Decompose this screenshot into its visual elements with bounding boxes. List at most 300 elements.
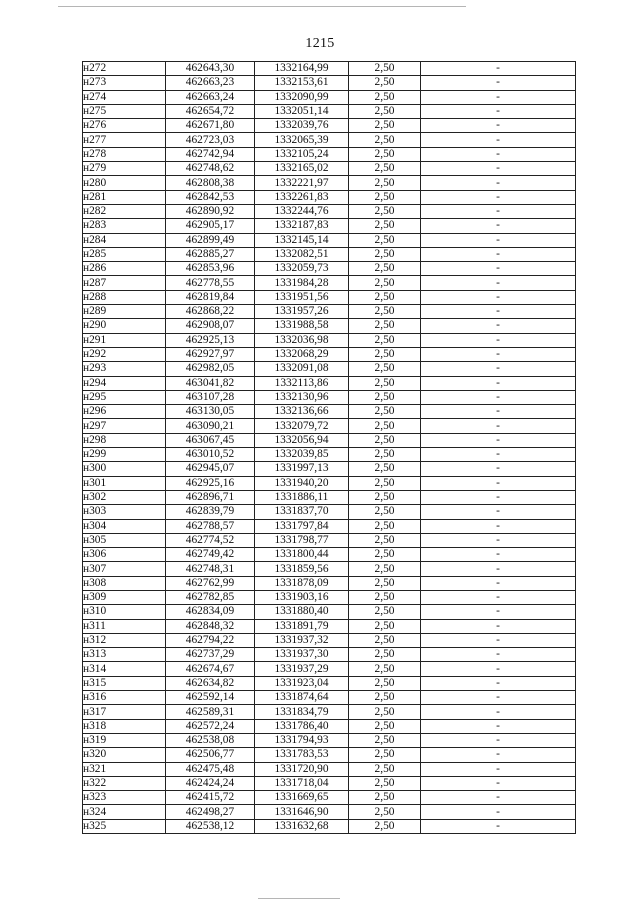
y-coordinate-cell: 1331646,90 [255,805,349,819]
table-row [83,376,576,390]
method-cell: - [421,204,576,218]
point-name-cell: н316 [83,691,166,705]
y-coordinate-cell: 1331880,40 [255,605,349,619]
point-name-cell: н315 [83,676,166,690]
method-cell: - [421,376,576,390]
point-name-cell: н274 [83,90,166,104]
table-row [83,633,576,647]
point-name-cell: н324 [83,805,166,819]
accuracy-cell: 2,50 [349,305,421,319]
method-cell: - [421,462,576,476]
accuracy-cell: 2,50 [349,448,421,462]
y-coordinate-cell: 1331800,44 [255,548,349,562]
point-name-cell: н298 [83,433,166,447]
accuracy-cell: 2,50 [349,648,421,662]
method-cell: - [421,247,576,261]
x-coordinate-cell: 462839,79 [166,505,255,519]
table-row [83,562,576,576]
y-coordinate-cell: 1331891,79 [255,619,349,633]
accuracy-cell: 2,50 [349,748,421,762]
table-row [83,648,576,662]
y-coordinate-cell: 1331937,29 [255,662,349,676]
table-row [83,805,576,819]
top-rule [58,6,466,7]
point-name-cell: н281 [83,190,166,204]
accuracy-cell: 2,50 [349,204,421,218]
point-name-cell: н286 [83,262,166,276]
y-coordinate-cell: 1332221,97 [255,176,349,190]
method-cell: - [421,290,576,304]
point-name-cell: н297 [83,419,166,433]
x-coordinate-cell: 462808,38 [166,176,255,190]
x-coordinate-cell: 462674,67 [166,662,255,676]
y-coordinate-cell: 1331669,65 [255,791,349,805]
accuracy-cell: 2,50 [349,147,421,161]
x-coordinate-cell: 462925,16 [166,476,255,490]
point-name-cell: н280 [83,176,166,190]
x-coordinate-cell: 462424,24 [166,776,255,790]
x-coordinate-cell: 462415,72 [166,791,255,805]
accuracy-cell: 2,50 [349,319,421,333]
method-cell: - [421,333,576,347]
y-coordinate-cell: 1331937,32 [255,633,349,647]
point-name-cell: н319 [83,733,166,747]
x-coordinate-cell: 462762,99 [166,576,255,590]
accuracy-cell: 2,50 [349,519,421,533]
point-name-cell: н295 [83,390,166,404]
accuracy-cell: 2,50 [349,576,421,590]
table-row [83,719,576,733]
y-coordinate-cell: 1332039,76 [255,119,349,133]
table-row [83,776,576,790]
accuracy-cell: 2,50 [349,233,421,247]
point-name-cell: н301 [83,476,166,490]
x-coordinate-cell: 462592,14 [166,691,255,705]
x-coordinate-cell: 462634,82 [166,676,255,690]
table-row [83,490,576,504]
method-cell: - [421,676,576,690]
y-coordinate-cell: 1332145,14 [255,233,349,247]
x-coordinate-cell: 462538,08 [166,733,255,747]
table-row [83,104,576,118]
point-name-cell: н323 [83,791,166,805]
x-coordinate-cell: 462671,80 [166,119,255,133]
table-row [83,733,576,747]
accuracy-cell: 2,50 [349,433,421,447]
accuracy-cell: 2,50 [349,76,421,90]
x-coordinate-cell: 462794,22 [166,633,255,647]
table-row [83,448,576,462]
accuracy-cell: 2,50 [349,605,421,619]
x-coordinate-cell: 462927,97 [166,347,255,361]
method-cell: - [421,519,576,533]
x-coordinate-cell: 462538,12 [166,819,255,833]
table-row [83,533,576,547]
table-row [83,548,576,562]
table-row [83,705,576,719]
y-coordinate-cell: 1331859,56 [255,562,349,576]
x-coordinate-cell: 462819,84 [166,290,255,304]
table-row [83,190,576,204]
y-coordinate-cell: 1331951,56 [255,290,349,304]
y-coordinate-cell: 1331837,70 [255,505,349,519]
y-coordinate-cell: 1332261,83 [255,190,349,204]
method-cell: - [421,748,576,762]
method-cell: - [421,76,576,90]
point-name-cell: н296 [83,405,166,419]
accuracy-cell: 2,50 [349,190,421,204]
table-row [83,176,576,190]
y-coordinate-cell: 1331988,58 [255,319,349,333]
x-coordinate-cell: 462643,30 [166,62,255,76]
method-cell: - [421,691,576,705]
method-cell: - [421,219,576,233]
point-name-cell: н305 [83,533,166,547]
table-row [83,276,576,290]
x-coordinate-cell: 462748,62 [166,162,255,176]
method-cell: - [421,719,576,733]
method-cell: - [421,147,576,161]
point-name-cell: н291 [83,333,166,347]
point-name-cell: н282 [83,204,166,218]
table-row [83,676,576,690]
accuracy-cell: 2,50 [349,247,421,261]
accuracy-cell: 2,50 [349,819,421,833]
table-row [83,319,576,333]
x-coordinate-cell: 462654,72 [166,104,255,118]
method-cell: - [421,362,576,376]
y-coordinate-cell: 1332091,08 [255,362,349,376]
y-coordinate-cell: 1332113,86 [255,376,349,390]
y-coordinate-cell: 1331834,79 [255,705,349,719]
method-cell: - [421,90,576,104]
method-cell: - [421,533,576,547]
point-name-cell: н300 [83,462,166,476]
table-row [83,662,576,676]
table-row [83,62,576,76]
table-row [83,791,576,805]
y-coordinate-cell: 1331886,11 [255,490,349,504]
y-coordinate-cell: 1331997,13 [255,462,349,476]
point-name-cell: н273 [83,76,166,90]
x-coordinate-cell: 462778,55 [166,276,255,290]
point-name-cell: н325 [83,819,166,833]
y-coordinate-cell: 1331937,30 [255,648,349,662]
table-row [83,505,576,519]
table-row [83,419,576,433]
table-row [83,390,576,404]
method-cell: - [421,319,576,333]
method-cell: - [421,347,576,361]
table-row [83,476,576,490]
x-coordinate-cell: 462663,23 [166,76,255,90]
table-row [83,76,576,90]
x-coordinate-cell: 462868,22 [166,305,255,319]
x-coordinate-cell: 463041,82 [166,376,255,390]
x-coordinate-cell: 462885,27 [166,247,255,261]
point-name-cell: н279 [83,162,166,176]
method-cell: - [421,733,576,747]
accuracy-cell: 2,50 [349,476,421,490]
point-name-cell: н283 [83,219,166,233]
method-cell: - [421,176,576,190]
y-coordinate-cell: 1331783,53 [255,748,349,762]
y-coordinate-cell: 1332187,83 [255,219,349,233]
x-coordinate-cell: 462737,29 [166,648,255,662]
accuracy-cell: 2,50 [349,104,421,118]
y-coordinate-cell: 1332105,24 [255,147,349,161]
x-coordinate-cell: 462506,77 [166,748,255,762]
accuracy-cell: 2,50 [349,548,421,562]
method-cell: - [421,305,576,319]
x-coordinate-cell: 462748,31 [166,562,255,576]
y-coordinate-cell: 1332039,85 [255,448,349,462]
x-coordinate-cell: 463010,52 [166,448,255,462]
table-row [83,462,576,476]
method-cell: - [421,805,576,819]
y-coordinate-cell: 1332056,94 [255,433,349,447]
table-row [83,333,576,347]
method-cell: - [421,62,576,76]
accuracy-cell: 2,50 [349,733,421,747]
accuracy-cell: 2,50 [349,119,421,133]
accuracy-cell: 2,50 [349,705,421,719]
y-coordinate-cell: 1331957,26 [255,305,349,319]
x-coordinate-cell: 462925,13 [166,333,255,347]
bottom-rule [258,898,340,899]
coordinates-table [82,61,576,834]
x-coordinate-cell: 462853,96 [166,262,255,276]
accuracy-cell: 2,50 [349,133,421,147]
method-cell: - [421,405,576,419]
x-coordinate-cell: 462908,07 [166,319,255,333]
method-cell: - [421,119,576,133]
y-coordinate-cell: 1332051,14 [255,104,349,118]
method-cell: - [421,590,576,604]
point-name-cell: н317 [83,705,166,719]
x-coordinate-cell: 462788,57 [166,519,255,533]
point-name-cell: н284 [83,233,166,247]
point-name-cell: н292 [83,347,166,361]
accuracy-cell: 2,50 [349,362,421,376]
method-cell: - [421,705,576,719]
method-cell: - [421,476,576,490]
x-coordinate-cell: 462982,05 [166,362,255,376]
table-row [83,590,576,604]
accuracy-cell: 2,50 [349,505,421,519]
method-cell: - [421,648,576,662]
point-name-cell: н312 [83,633,166,647]
y-coordinate-cell: 1331632,68 [255,819,349,833]
x-coordinate-cell: 463130,05 [166,405,255,419]
accuracy-cell: 2,50 [349,533,421,547]
method-cell: - [421,233,576,247]
x-coordinate-cell: 462749,42 [166,548,255,562]
point-name-cell: н318 [83,719,166,733]
table-row [83,605,576,619]
y-coordinate-cell: 1331878,09 [255,576,349,590]
y-coordinate-cell: 1331940,20 [255,476,349,490]
x-coordinate-cell: 462896,71 [166,490,255,504]
y-coordinate-cell: 1332068,29 [255,347,349,361]
accuracy-cell: 2,50 [349,805,421,819]
y-coordinate-cell: 1331923,04 [255,676,349,690]
method-cell: - [421,133,576,147]
y-coordinate-cell: 1332059,73 [255,262,349,276]
point-name-cell: н304 [83,519,166,533]
y-coordinate-cell: 1332164,99 [255,62,349,76]
point-name-cell: н294 [83,376,166,390]
table-row [83,519,576,533]
table-row [83,290,576,304]
y-coordinate-cell: 1331720,90 [255,762,349,776]
x-coordinate-cell: 462890,92 [166,204,255,218]
accuracy-cell: 2,50 [349,90,421,104]
method-cell: - [421,505,576,519]
y-coordinate-cell: 1332244,76 [255,204,349,218]
y-coordinate-cell: 1332136,66 [255,405,349,419]
table-row [83,133,576,147]
x-coordinate-cell: 462945,07 [166,462,255,476]
point-name-cell: н310 [83,605,166,619]
table-row [83,433,576,447]
accuracy-cell: 2,50 [349,791,421,805]
point-name-cell: н287 [83,276,166,290]
accuracy-cell: 2,50 [349,376,421,390]
method-cell: - [421,819,576,833]
point-name-cell: н302 [83,490,166,504]
table-row [83,262,576,276]
accuracy-cell: 2,50 [349,619,421,633]
y-coordinate-cell: 1332153,61 [255,76,349,90]
point-name-cell: н285 [83,247,166,261]
point-name-cell: н293 [83,362,166,376]
y-coordinate-cell: 1332090,99 [255,90,349,104]
table-row [83,147,576,161]
x-coordinate-cell: 462742,94 [166,147,255,161]
method-cell: - [421,619,576,633]
y-coordinate-cell: 1331786,40 [255,719,349,733]
accuracy-cell: 2,50 [349,219,421,233]
accuracy-cell: 2,50 [349,347,421,361]
accuracy-cell: 2,50 [349,462,421,476]
point-name-cell: н272 [83,62,166,76]
table-row [83,819,576,833]
point-name-cell: н299 [83,448,166,462]
point-name-cell: н289 [83,305,166,319]
accuracy-cell: 2,50 [349,662,421,676]
point-name-cell: н306 [83,548,166,562]
point-name-cell: н303 [83,505,166,519]
method-cell: - [421,433,576,447]
y-coordinate-cell: 1331718,04 [255,776,349,790]
accuracy-cell: 2,50 [349,419,421,433]
x-coordinate-cell: 462663,24 [166,90,255,104]
method-cell: - [421,633,576,647]
accuracy-cell: 2,50 [349,162,421,176]
method-cell: - [421,419,576,433]
x-coordinate-cell: 462475,48 [166,762,255,776]
table-row [83,576,576,590]
y-coordinate-cell: 1332036,98 [255,333,349,347]
accuracy-cell: 2,50 [349,290,421,304]
table-row [83,90,576,104]
accuracy-cell: 2,50 [349,405,421,419]
method-cell: - [421,662,576,676]
x-coordinate-cell: 462589,31 [166,705,255,719]
x-coordinate-cell: 462905,17 [166,219,255,233]
point-name-cell: н314 [83,662,166,676]
y-coordinate-cell: 1331794,93 [255,733,349,747]
method-cell: - [421,262,576,276]
point-name-cell: н288 [83,290,166,304]
accuracy-cell: 2,50 [349,176,421,190]
table-row [83,204,576,218]
x-coordinate-cell: 463107,28 [166,390,255,404]
accuracy-cell: 2,50 [349,276,421,290]
method-cell: - [421,448,576,462]
accuracy-cell: 2,50 [349,719,421,733]
table-row [83,305,576,319]
table-row [83,247,576,261]
point-name-cell: н309 [83,590,166,604]
accuracy-cell: 2,50 [349,390,421,404]
point-name-cell: н290 [83,319,166,333]
method-cell: - [421,576,576,590]
method-cell: - [421,190,576,204]
table-row [83,691,576,705]
x-coordinate-cell: 462842,53 [166,190,255,204]
accuracy-cell: 2,50 [349,62,421,76]
accuracy-cell: 2,50 [349,333,421,347]
point-name-cell: н308 [83,576,166,590]
method-cell: - [421,548,576,562]
x-coordinate-cell: 462782,85 [166,590,255,604]
x-coordinate-cell: 462848,32 [166,619,255,633]
method-cell: - [421,791,576,805]
table-row [83,748,576,762]
method-cell: - [421,762,576,776]
x-coordinate-cell: 463090,21 [166,419,255,433]
table-row [83,119,576,133]
x-coordinate-cell: 462774,52 [166,533,255,547]
point-name-cell: н278 [83,147,166,161]
method-cell: - [421,562,576,576]
point-name-cell: н276 [83,119,166,133]
point-name-cell: н311 [83,619,166,633]
y-coordinate-cell: 1332165,02 [255,162,349,176]
method-cell: - [421,390,576,404]
accuracy-cell: 2,50 [349,590,421,604]
method-cell: - [421,276,576,290]
point-name-cell: н313 [83,648,166,662]
method-cell: - [421,104,576,118]
table-row [83,762,576,776]
method-cell: - [421,776,576,790]
accuracy-cell: 2,50 [349,676,421,690]
y-coordinate-cell: 1332079,72 [255,419,349,433]
method-cell: - [421,162,576,176]
y-coordinate-cell: 1331797,84 [255,519,349,533]
table-row [83,347,576,361]
method-cell: - [421,490,576,504]
accuracy-cell: 2,50 [349,776,421,790]
accuracy-cell: 2,50 [349,262,421,276]
point-name-cell: н307 [83,562,166,576]
point-name-cell: н320 [83,748,166,762]
accuracy-cell: 2,50 [349,562,421,576]
x-coordinate-cell: 462899,49 [166,233,255,247]
